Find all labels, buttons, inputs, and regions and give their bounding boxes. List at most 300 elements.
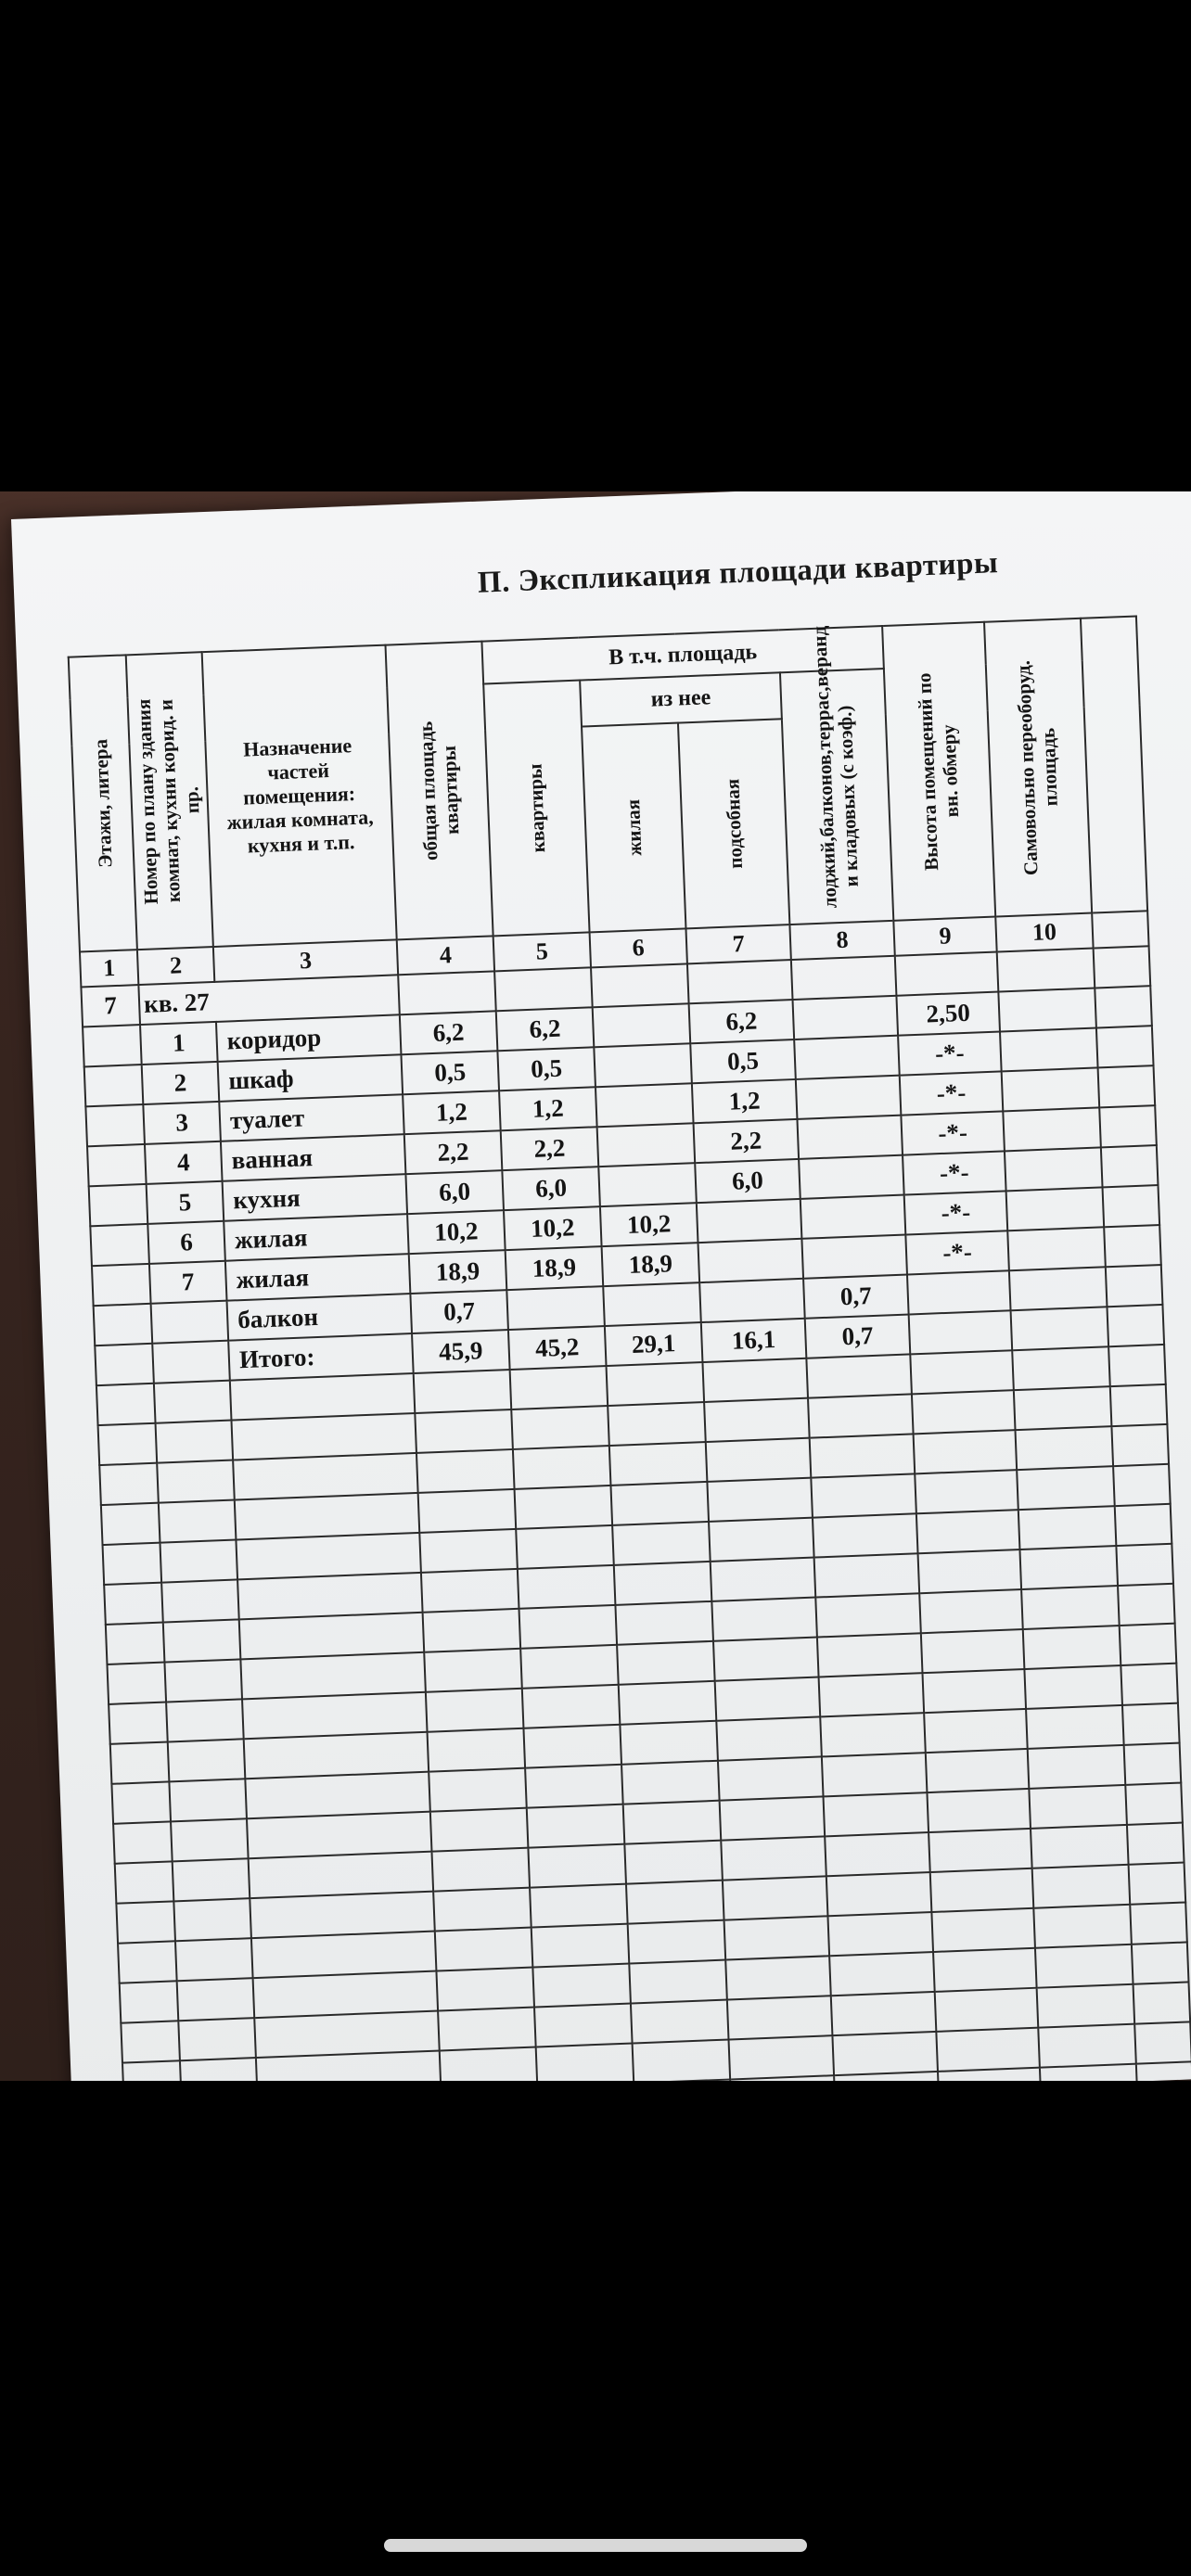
empty-cell [718,1756,824,1800]
empty-cell [1005,1147,1103,1191]
loggia-area-cell: 0,7 [803,1275,909,1319]
empty-cell [825,1832,930,1876]
empty-cell [247,1812,432,1859]
empty-cell [157,1460,235,1503]
empty-cell [122,2060,182,2081]
auxiliary-area-cell [698,1239,803,1282]
empty-cell [430,1808,529,1852]
apartment-area-cell [506,1286,605,1330]
apartment-area-cell: 18,9 [506,1246,604,1290]
empty-cell [910,1350,1014,1394]
empty-cell [523,1725,621,1768]
empty-cell [1098,1065,1156,1107]
empty-cell [175,1938,253,1981]
empty-cell [244,1732,429,1779]
empty-cell [1130,1902,1187,1944]
living-area-cell: 18,9 [602,1243,700,1286]
total-area-cell: 6,2 [400,1011,498,1054]
height-cell: -*- [898,1031,1002,1075]
room-name-cell: туалет [219,1094,404,1141]
empty-cell [511,1406,609,1449]
empty-cell [519,1605,618,1649]
empty-cell [724,1916,830,1959]
floor-cell [85,1104,145,1146]
empty-cell [231,1413,416,1460]
empty-cell [617,1641,715,1685]
empty-cell [808,1394,914,1437]
empty-cell [633,2040,731,2081]
floor-cell [92,1264,151,1306]
empty-cell [1023,1626,1121,1669]
auxiliary-area-cell: 0,5 [690,1039,796,1083]
floor-cell [84,1065,144,1106]
col-number: 6 [590,928,687,967]
empty-cell [522,1685,621,1728]
empty-cell [528,1844,626,1888]
empty-cell [518,1565,616,1609]
empty-cell [832,2032,938,2075]
empty-cell [109,1702,168,1744]
empty-cell [915,1470,1018,1513]
loggia-area-cell [799,1155,904,1199]
empty-cell [116,1901,175,1943]
empty-cell [171,1818,249,1861]
empty-cell [1033,1905,1132,1948]
total-area-cell: 10,2 [407,1210,506,1254]
col-number-extra [1092,911,1148,948]
empty-cell [160,1540,237,1583]
empty-cell [118,1941,177,1983]
empty-cell [164,1659,242,1702]
empty-cell [520,1645,619,1689]
empty-cell [1111,1424,1169,1466]
total-living-cell: 29,1 [605,1322,703,1366]
header-auxiliary: подсобная [678,719,789,928]
room-name-cell: кухня [223,1174,408,1221]
col-number: 2 [137,947,214,985]
room-number-cell: 4 [145,1141,223,1184]
empty-cell [1116,1544,1173,1586]
total-loggia-cell: 0,7 [805,1314,911,1358]
empty-cell [418,1489,517,1533]
empty-cell [716,1716,822,1760]
empty-cell [532,1964,631,2008]
empty-cell [619,1681,717,1725]
empty-cell [121,2021,180,2062]
col-number: 4 [397,936,494,975]
empty-cell [99,1463,159,1505]
header-room-number: Номер по плану здания комнат, кухни корид. и пр. [126,652,213,950]
empty-cell [169,1779,247,1821]
empty-cell [624,1841,723,1884]
empty-cell [921,1629,1025,1673]
col-number: 1 [80,950,138,987]
empty-cell [629,1960,727,2004]
empty-cell [1012,1346,1110,1390]
empty-cell [715,1677,821,1721]
empty-cell [1099,1105,1157,1147]
empty-cell [1009,1267,1108,1310]
data-rows [83,986,1162,1345]
empty-cell [709,1518,814,1562]
empty-cell [916,1510,1020,1553]
empty-rows [96,1345,1191,2081]
living-area-cell [598,1163,697,1206]
col-number: 3 [213,939,398,982]
header-floor: Этажи, литера [69,655,137,951]
empty-cell [612,1522,711,1565]
empty-cell [826,1872,932,1916]
empty-cell [621,1761,720,1804]
empty-cell [1024,1665,1122,1709]
empty-cell [245,1772,430,1819]
total-label: Итого: [228,1333,414,1381]
living-area-cell [597,1123,696,1167]
empty-cell [1032,1865,1131,1908]
col-number: 7 [685,925,790,963]
document-photo [0,491,1191,2081]
empty-cell [1007,1227,1106,1270]
empty-cell [811,1473,916,1517]
empty-cell [1031,1825,1129,1868]
empty-cell [626,1881,724,1924]
empty-cell [711,1598,817,1641]
floor-cell [83,1025,142,1066]
empty-cell [1115,1504,1172,1546]
room-name-cell: шкаф [218,1054,403,1102]
empty-cell [510,1366,608,1409]
empty-cell [173,1898,251,1941]
col-number: 5 [493,932,591,971]
apartment-area-cell: 0,5 [497,1047,596,1090]
apartment-cell: кв. 27 [138,975,399,1025]
empty-cell [515,1486,613,1529]
apartment-area-cell: 1,2 [499,1087,597,1130]
empty-cell [725,1956,831,1999]
height-cell: -*- [900,1071,1004,1115]
empty-cell [1095,986,1152,1027]
empty-cell [928,1829,1032,1872]
total-auxiliary-cell: 16,1 [701,1319,807,1362]
empty-cell [250,1892,435,1939]
total-area-cell: 45,9 [412,1330,510,1373]
empty-cell [516,1525,614,1569]
empty-cell [1121,1664,1178,1705]
empty-cell [421,1569,519,1613]
empty-cell [819,1673,925,1716]
empty-cell [919,1589,1023,1633]
empty-cell [161,1579,239,1622]
empty-cell [806,1354,912,1397]
room-number-cell: 5 [147,1181,224,1224]
room-number-cell: 6 [147,1221,225,1264]
empty-cell [254,2011,440,2059]
living-area-cell: 10,2 [600,1203,698,1246]
total-area-cell: 0,7 [410,1290,508,1333]
header-incl-area: В т.ч. площадь [481,626,883,684]
empty-cell [1108,1345,1166,1386]
floor-cell [90,1224,149,1266]
auxiliary-area-cell [697,1199,802,1243]
empty-cell [614,1562,712,1605]
empty-cell [702,1358,808,1402]
empty-cell [815,1593,921,1637]
empty-cell [817,1633,923,1677]
empty-cell [608,1402,706,1446]
empty-cell [720,1796,826,1840]
total-apartment-cell: 45,2 [508,1326,607,1370]
empty-cell [1000,1027,1098,1071]
room-number-cell: 1 [140,1022,218,1065]
empty-cell [527,1804,625,1848]
empty-cell [1104,1225,1161,1267]
empty-cell [104,1583,163,1625]
empty-cell [933,1948,1037,1992]
empty-cell [156,1421,234,1463]
header-height: Высота помещений по вн. обмеру [882,622,995,921]
empty-cell [230,1373,416,1421]
apartment-area-cell: 10,2 [504,1206,602,1250]
empty-cell [1016,1426,1114,1470]
total-area-cell: 1,2 [403,1090,501,1134]
empty-cell [115,1861,174,1903]
empty-cell [1133,1982,1191,2023]
living-area-cell [596,1083,694,1127]
empty-cell [120,1981,179,2022]
empty-cell [235,1493,420,1540]
empty-cell [159,1500,237,1543]
empty-cell [936,2028,1040,2072]
empty-cell [424,1649,522,1692]
empty-cell [113,1821,173,1863]
empty-cell [729,2035,835,2079]
empty-cell [110,1741,170,1783]
empty-cell [631,2000,729,2044]
empty-cell [922,1669,1026,1713]
room-number-cell [151,1301,229,1344]
empty-cell [168,1739,246,1781]
empty-cell [711,1558,816,1601]
empty-cell [415,1409,513,1453]
total-area-cell: 6,0 [405,1170,504,1214]
living-area-cell [594,1043,692,1087]
empty-cell [813,1513,918,1557]
empty-cell [251,1932,437,1979]
empty-cell [534,2004,633,2047]
empty-cell [623,1801,722,1844]
floor-cell [94,1304,153,1345]
floor-cell [87,1144,147,1186]
height-cell [907,1270,1011,1314]
empty-cell [1021,1586,1120,1629]
room-name-cell: ванная [221,1134,406,1181]
empty-cell [1136,2061,1191,2081]
empty-cell [530,1884,628,1928]
auxiliary-area-cell: 2,2 [694,1119,800,1163]
empty-cell [240,1652,426,1700]
header-purpose: Назначение частей помещения: жилая комната, кухня и т.п. [202,645,397,947]
empty-cell [620,1721,718,1765]
room-number-cell: 3 [143,1102,221,1144]
empty-cell [1125,1783,1183,1825]
empty-cell [242,1692,428,1740]
auxiliary-area-cell [699,1279,805,1322]
empty-cell [1037,1984,1135,2028]
loggia-area-cell [800,1195,906,1239]
auxiliary-area-cell: 1,2 [692,1079,798,1123]
empty-cell [525,1765,623,1808]
empty-cell [824,1792,929,1836]
empty-cell [615,1601,713,1645]
header-apartment: квартиры [483,681,589,937]
paper-sheet [11,491,1191,2081]
empty-cell [1003,1107,1101,1151]
empty-cell [1106,1265,1163,1307]
empty-cell [607,1362,705,1406]
empty-cell [1018,1506,1117,1549]
home-indicator[interactable] [384,2539,807,2552]
empty-cell [1103,1185,1160,1227]
empty-cell [239,1613,425,1660]
height-cell: 2,50 [896,992,1000,1036]
room-number-cell: 2 [142,1062,220,1104]
empty-cell [1127,1823,1185,1865]
apartment-area-cell: 6,2 [496,1007,595,1051]
empty-cell [1026,1705,1124,1749]
empty-cell [429,1768,527,1812]
loggia-area-cell [797,1116,903,1159]
empty-cell [438,2008,536,2051]
empty-cell [1134,2021,1191,2063]
header-living: жилая [582,722,685,932]
document-title: П. Экспликация площади квартиры [477,546,999,600]
empty-cell [930,1868,1034,1912]
empty-cell [106,1623,165,1664]
empty-cell [249,1852,434,1899]
empty-cell [1029,1785,1127,1829]
explication-table [68,615,1191,2081]
empty-cell [1028,1745,1126,1789]
empty-cell [820,1713,926,1756]
empty-cell [426,1689,524,1732]
empty-cell [829,1952,935,1996]
room-name-cell: жилая [224,1214,409,1261]
empty-cell [419,1529,518,1573]
living-area-cell [603,1282,701,1326]
empty-cell [233,1453,418,1500]
auxiliary-area-cell: 6,2 [689,1000,795,1043]
empty-cell [531,1924,630,1968]
apartment-area-cell: 6,0 [502,1167,600,1210]
empty-cell [237,1573,423,1620]
empty-cell [416,1449,515,1493]
floor-cell [89,1184,148,1226]
empty-cell [1017,1466,1115,1510]
height-cell: -*- [905,1231,1009,1274]
empty-cell [1122,1703,1180,1745]
empty-cell [163,1619,241,1662]
header-unauthorized: Самовольно переоборуд. площадь [984,618,1092,917]
empty-cell [1002,1067,1100,1111]
empty-cell [827,1912,933,1956]
height-cell: -*- [903,1151,1006,1194]
empty-cell [1014,1386,1112,1430]
room-name-cell: балкон [227,1294,413,1341]
header-of-which: из нее [580,672,782,726]
empty-cell [1129,1863,1186,1905]
empty-cell [1113,1464,1171,1506]
empty-cell [723,1876,828,1919]
total-area-cell: 2,2 [404,1130,503,1174]
empty-cell [101,1503,160,1545]
empty-cell [178,2018,256,2060]
empty-cell [1038,2024,1136,2068]
empty-cell [1124,1743,1182,1785]
auxiliary-area-cell: 6,0 [695,1159,800,1203]
empty-cell [924,1709,1028,1753]
empty-cell [440,2047,538,2082]
empty-cell [436,1968,534,2011]
room-number-cell: 7 [149,1261,227,1304]
empty-cell [713,1638,819,1681]
empty-cell [1035,1945,1133,1988]
col-number: 8 [789,921,894,960]
empty-cell [918,1549,1022,1593]
loggia-area-cell [793,996,899,1039]
total-area-cell: 18,9 [409,1250,507,1294]
empty-cell [721,1836,826,1880]
empty-cell [253,1971,439,2019]
empty-cell [428,1728,526,1772]
empty-cell [1040,2064,1138,2081]
empty-cell [704,1398,810,1442]
empty-cell [154,1381,232,1423]
empty-cell [831,1992,937,2035]
loggia-area-cell [794,1036,900,1079]
empty-cell [912,1390,1016,1434]
empty-cell [707,1478,813,1522]
empty-cell [111,1781,171,1823]
empty-cell [435,1928,533,1971]
header-loggias: лоджий,балконов,террас,веранд и кладовых (с коэф.) [780,669,893,925]
empty-cell [609,1442,708,1486]
floor-cell: 7 [81,985,140,1027]
empty-cell [706,1438,812,1482]
room-name-cell: жилая [225,1254,411,1301]
loggia-area-cell [801,1235,907,1279]
empty-cell [431,1848,530,1892]
empty-cell [1118,1584,1175,1626]
empty-cell [1110,1384,1168,1426]
empty-cell [727,1996,833,2039]
empty-cell [1019,1546,1118,1589]
empty-cell [98,1423,158,1465]
empty-cell [433,1888,531,1932]
col-number: 10 [995,913,1093,952]
empty-cell [1132,1942,1189,1983]
empty-cell [926,1749,1030,1792]
empty-cell [166,1699,244,1741]
empty-cell [103,1543,162,1585]
empty-cell [1006,1187,1105,1231]
empty-cell [822,1753,928,1796]
room-name-cell: коридор [216,1014,402,1062]
empty-cell [1120,1624,1177,1665]
col-number: 9 [893,917,996,956]
empty-cell [628,1920,726,1964]
empty-cell [513,1446,611,1489]
empty-cell [96,1384,156,1425]
